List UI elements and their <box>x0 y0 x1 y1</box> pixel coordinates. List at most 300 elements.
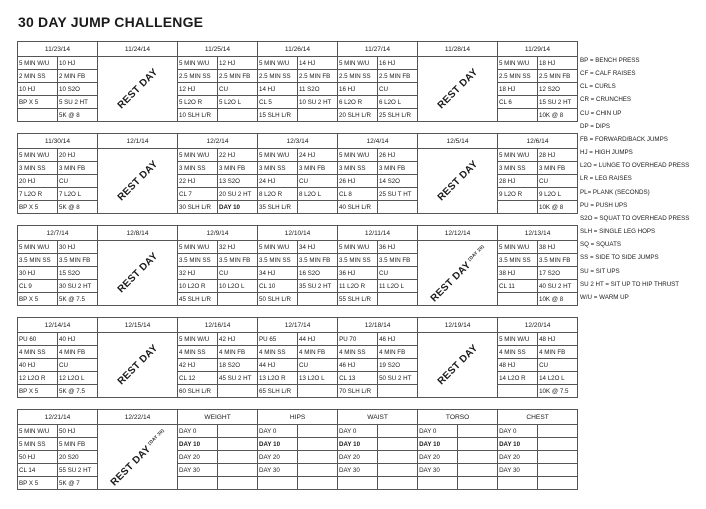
workout-cell[interactable]: 2.5 MIN FB <box>218 70 258 83</box>
workout-cell[interactable] <box>378 464 418 477</box>
workout-cell[interactable]: DAY 10 <box>418 438 458 451</box>
workout-cell[interactable]: 18 HJ <box>498 83 538 96</box>
workout-cell[interactable]: 12 S2O <box>538 83 578 96</box>
workout-cell[interactable]: 2.5 MIN SS <box>338 70 378 83</box>
workout-cell[interactable]: 40 SLH L/R <box>338 201 378 214</box>
workout-cell[interactable] <box>538 477 578 490</box>
workout-cell[interactable] <box>498 201 538 214</box>
workout-cell[interactable]: 5 L2O L <box>218 96 258 109</box>
workout-cell[interactable]: 3.5 MIN FB <box>298 254 338 267</box>
workout-cell[interactable] <box>498 477 538 490</box>
workout-cell[interactable]: CL 5 <box>258 96 298 109</box>
workout-cell[interactable] <box>218 385 258 398</box>
workout-cell[interactable] <box>458 477 498 490</box>
day-header: 12/7/14 <box>18 226 98 241</box>
workout-cell[interactable]: CL 13 <box>338 372 378 385</box>
workout-cell[interactable]: 3 MIN FB <box>218 162 258 175</box>
workout-cell[interactable]: CL 14 <box>18 464 58 477</box>
workout-cell[interactable]: 38 HJ <box>538 241 578 254</box>
workout-cell[interactable]: 34 HJ <box>258 267 298 280</box>
workout-cell[interactable]: 3.5 MIN FB <box>218 254 258 267</box>
workout-cell[interactable] <box>218 438 258 451</box>
workout-cell[interactable]: 9 L2O L <box>538 188 578 201</box>
workout-cell[interactable]: 5K @ 8 <box>58 201 98 214</box>
workout-cell[interactable]: 5 MIN W/U <box>258 149 298 162</box>
workout-cell[interactable]: 20 SU 2 HT <box>218 188 258 201</box>
workout-cell[interactable]: 7 L2O R <box>18 188 58 201</box>
day-header: 12/8/14 <box>98 226 178 241</box>
workout-cell[interactable] <box>298 464 338 477</box>
workout-cell[interactable]: CL 6 <box>498 96 538 109</box>
workout-cell[interactable]: 22 HJ <box>178 175 218 188</box>
workout-cell[interactable]: 3.5 MIN SS <box>258 254 298 267</box>
workout-cell[interactable]: 48 HJ <box>538 333 578 346</box>
workout-cell[interactable]: DAY 0 <box>498 425 538 438</box>
workout-cell[interactable]: 4 MIN FB <box>218 346 258 359</box>
workout-cell[interactable]: 38 HJ <box>498 267 538 280</box>
workout-cell[interactable]: 6 L2O R <box>338 96 378 109</box>
workout-cell[interactable]: 5K @ 7.5 <box>58 293 98 306</box>
rest-day-text: REST DAY <box>115 342 160 388</box>
legend-item: PU = PUSH UPS <box>580 201 628 209</box>
workout-cell[interactable]: BP X 5 <box>18 201 58 214</box>
workout-cell[interactable]: 12 HJ <box>178 83 218 96</box>
workout-cell[interactable]: 3 MIN FB <box>58 162 98 175</box>
workout-cell[interactable]: 2.5 MIN FB <box>538 70 578 83</box>
workout-cell[interactable]: 2 MIN FB <box>58 70 98 83</box>
workout-cell[interactable]: 25 SLH L/R <box>378 109 418 122</box>
workout-cell[interactable]: CL 10 <box>258 280 298 293</box>
workout-cell[interactable] <box>378 425 418 438</box>
workout-cell[interactable]: 5 MIN W/U <box>338 57 378 70</box>
workout-cell[interactable]: CU <box>58 175 98 188</box>
workout-cell[interactable]: 30 HJ <box>58 241 98 254</box>
workout-cell[interactable]: 25 SU T HT <box>378 188 418 201</box>
workout-cell[interactable]: 34 HJ <box>298 241 338 254</box>
workout-cell[interactable] <box>18 109 58 122</box>
workout-cell[interactable] <box>498 109 538 122</box>
workout-cell[interactable]: 22 HJ <box>218 149 258 162</box>
workout-cell[interactable]: CU <box>538 175 578 188</box>
workout-cell[interactable]: 4 MIN SS <box>498 346 538 359</box>
workout-cell[interactable]: 4 MIN SS <box>338 346 378 359</box>
workout-cell[interactable]: 11 L2O L <box>378 280 418 293</box>
workout-cell[interactable]: 4 MIN SS <box>18 346 58 359</box>
workout-cell[interactable]: 14 HJ <box>298 57 338 70</box>
workout-cell[interactable]: 3 MIN FB <box>298 162 338 175</box>
day-header: 12/3/14 <box>258 134 338 149</box>
workout-cell[interactable]: 3.5 MIN SS <box>338 254 378 267</box>
workout-cell[interactable]: 3 MIN SS <box>258 162 298 175</box>
workout-cell[interactable]: 15 SLH L/R <box>258 109 298 122</box>
workout-cell[interactable]: 20 SLH L/R <box>338 109 378 122</box>
legend-item: PL= PLANK (SECONDS) <box>580 188 650 196</box>
workout-cell[interactable] <box>378 477 418 490</box>
workout-cell[interactable]: 24 HJ <box>298 149 338 162</box>
workout-cell[interactable]: 12 L2O L <box>58 372 98 385</box>
workout-cell[interactable]: 48 HJ <box>498 359 538 372</box>
workout-cell[interactable]: 16 HJ <box>378 57 418 70</box>
workout-cell[interactable]: 14 HJ <box>258 83 298 96</box>
workout-cell[interactable]: 20 HJ <box>18 175 58 188</box>
workout-cell[interactable] <box>378 293 418 306</box>
workout-cell[interactable]: 50 HJ <box>58 425 98 438</box>
workout-cell[interactable]: 5 MIN W/U <box>498 333 538 346</box>
workout-cell[interactable]: 10K @ 7.5 <box>538 385 578 398</box>
workout-cell[interactable] <box>378 201 418 214</box>
workout-cell[interactable]: DAY 0 <box>418 425 458 438</box>
workout-cell[interactable]: 15 SU 2 HT <box>538 96 578 109</box>
workout-cell[interactable]: 28 HJ <box>498 175 538 188</box>
workout-cell[interactable]: 13 L2O L <box>298 372 338 385</box>
workout-cell[interactable]: CL 7 <box>178 188 218 201</box>
workout-cell[interactable]: 60 SLH L/R <box>178 385 218 398</box>
workout-cell[interactable]: CL 11 <box>498 280 538 293</box>
workout-cell[interactable]: 55 SU 2 HT <box>58 464 98 477</box>
workout-cell[interactable]: 3.5 MIN FB <box>538 254 578 267</box>
rest-day-label <box>115 67 160 112</box>
day-header: 12/6/14 <box>498 134 578 149</box>
workout-cell[interactable] <box>458 464 498 477</box>
workout-cell[interactable]: 5K @ 8 <box>58 109 98 122</box>
workout-cell[interactable]: 8 L2O R <box>258 188 298 201</box>
rest-day-subtext: (DAY 20) <box>466 243 485 262</box>
workout-cell[interactable]: DAY 20 <box>338 451 378 464</box>
workout-cell[interactable]: 5 L2O R <box>178 96 218 109</box>
workout-cell[interactable] <box>298 451 338 464</box>
workout-cell[interactable]: 10 S2O <box>58 83 98 96</box>
workout-cell[interactable]: 17 S2O <box>538 267 578 280</box>
workout-cell[interactable]: 15 S2O <box>58 267 98 280</box>
workout-cell[interactable] <box>298 293 338 306</box>
day-header: 12/16/14 <box>178 318 258 333</box>
workout-cell[interactable]: 5 MIN SS <box>18 438 58 451</box>
workout-cell[interactable]: DAY 0 <box>258 425 298 438</box>
workout-cell[interactable]: 6 L2O L <box>378 96 418 109</box>
workout-cell[interactable]: 20 S20 <box>58 451 98 464</box>
workout-cell[interactable]: 5 MIN W/U <box>18 241 58 254</box>
workout-cell[interactable]: DAY 30 <box>258 464 298 477</box>
workout-cell[interactable]: 3.5 MIN SS <box>18 254 58 267</box>
workout-cell[interactable]: 5 MIN W/U <box>178 57 218 70</box>
rest-day-label <box>115 159 160 204</box>
workout-cell[interactable]: 45 SU 2 HT <box>218 372 258 385</box>
workout-cell[interactable] <box>538 464 578 477</box>
workout-cell[interactable]: 4 MIN SS <box>178 346 218 359</box>
workout-cell[interactable]: 30 SU 2 HT <box>58 280 98 293</box>
workout-cell[interactable]: CU <box>298 175 338 188</box>
workout-cell[interactable] <box>338 477 378 490</box>
workout-cell[interactable]: 40 HJ <box>58 333 98 346</box>
workout-cell[interactable]: 5 MIN W/U <box>178 241 218 254</box>
workout-cell[interactable] <box>538 425 578 438</box>
workout-cell[interactable] <box>258 477 298 490</box>
workout-cell[interactable]: 10 L2O L <box>218 280 258 293</box>
workout-cell[interactable]: BP X 5 <box>18 96 58 109</box>
workout-cell[interactable]: DAY 30 <box>338 464 378 477</box>
workout-cell[interactable] <box>218 293 258 306</box>
workout-cell[interactable]: DAY 30 <box>498 464 538 477</box>
workout-cell[interactable]: 14 S2O <box>378 175 418 188</box>
workout-cell[interactable]: 4 MIN FB <box>378 346 418 359</box>
workout-cell[interactable] <box>378 451 418 464</box>
workout-cell[interactable] <box>458 438 498 451</box>
workout-cell[interactable]: 5 MIN W/U <box>498 241 538 254</box>
workout-cell[interactable]: 10K @ 8 <box>538 201 578 214</box>
workout-cell[interactable]: CL 9 <box>18 280 58 293</box>
legend-item: CL = CURLS <box>580 83 616 91</box>
workout-cell[interactable]: 2.5 MIN FB <box>378 70 418 83</box>
workout-cell[interactable]: DAY 10 <box>258 438 298 451</box>
workout-cell[interactable] <box>218 451 258 464</box>
workout-cell[interactable]: 12 HJ <box>218 57 258 70</box>
workout-cell[interactable]: 2.5 MIN SS <box>258 70 298 83</box>
workout-cell[interactable] <box>218 425 258 438</box>
workout-cell[interactable]: 20 HJ <box>58 149 98 162</box>
workout-cell[interactable]: 3 MIN SS <box>498 162 538 175</box>
workout-cell[interactable]: 8 L2O L <box>298 188 338 201</box>
workout-cell[interactable]: PU 70 <box>338 333 378 346</box>
workout-cell[interactable]: 2 MIN SS <box>18 70 58 83</box>
workout-cell[interactable]: 10 HJ <box>58 57 98 70</box>
day-header: 12/19/14 <box>418 318 498 333</box>
legend-item: SU = SIT UPS <box>580 267 620 275</box>
workout-cell[interactable]: CU <box>538 359 578 372</box>
workout-cell[interactable]: 44 HJ <box>258 359 298 372</box>
workout-cell[interactable]: 13 L2O R <box>258 372 298 385</box>
rest-day-cell <box>98 241 178 306</box>
day-header: TORSO <box>418 410 498 425</box>
workout-cell[interactable]: 4 MIN SS <box>258 346 298 359</box>
workout-cell[interactable]: DAY 20 <box>178 451 218 464</box>
workout-cell[interactable] <box>178 477 218 490</box>
workout-cell[interactable]: 3 MIN SS <box>338 162 378 175</box>
workout-cell[interactable]: 5K @ 7.5 <box>58 385 98 398</box>
workout-cell[interactable]: DAY 20 <box>258 451 298 464</box>
workout-cell[interactable]: 5 MIN W/U <box>498 149 538 162</box>
workout-cell[interactable]: DAY 20 <box>418 451 458 464</box>
workout-cell[interactable]: 30 SLH L/R <box>178 201 218 214</box>
workout-cell[interactable]: 5 MIN W/U <box>338 149 378 162</box>
workout-cell[interactable] <box>378 385 418 398</box>
workout-cell[interactable]: 9 L2O R <box>498 188 538 201</box>
day-header: 11/28/14 <box>418 42 498 57</box>
workout-cell[interactable]: 3.5 MIN SS <box>178 254 218 267</box>
workout-cell[interactable]: 3.5 MIN FB <box>58 254 98 267</box>
workout-cell[interactable]: 2.5 MIN SS <box>178 70 218 83</box>
workout-cell[interactable]: 50 SU 2 HT <box>378 372 418 385</box>
workout-cell[interactable]: 5 MIN W/U <box>178 149 218 162</box>
workout-cell[interactable]: CU <box>378 267 418 280</box>
day-header: 12/18/14 <box>338 318 418 333</box>
workout-cell[interactable]: 5 MIN W/U <box>18 57 58 70</box>
workout-cell[interactable]: PU 60 <box>18 333 58 346</box>
workout-cell[interactable] <box>218 464 258 477</box>
workout-cell[interactable]: DAY 20 <box>498 451 538 464</box>
workout-cell[interactable]: DAY 10 <box>218 201 258 214</box>
workout-cell[interactable]: 42 HJ <box>218 333 258 346</box>
workout-cell[interactable]: 55 SLH L/R <box>338 293 378 306</box>
workout-cell[interactable]: 3 MIN SS <box>178 162 218 175</box>
day-header: 12/11/14 <box>338 226 418 241</box>
legend-item: BP = BENCH PRESS <box>580 57 640 64</box>
workout-cell[interactable]: 2.5 MIN FB <box>298 70 338 83</box>
workout-cell[interactable]: 3.5 MIN FB <box>378 254 418 267</box>
workout-cell[interactable]: 2.5 MIN SS <box>498 70 538 83</box>
workout-cell[interactable]: 16 HJ <box>338 83 378 96</box>
workout-cell[interactable]: 5 MIN W/U <box>18 149 58 162</box>
workout-cell[interactable]: 5 MIN W/U <box>258 57 298 70</box>
workout-cell[interactable]: CU <box>298 359 338 372</box>
workout-cell[interactable]: DAY 30 <box>418 464 458 477</box>
workout-cell[interactable]: 7 L2O L <box>58 188 98 201</box>
workout-cell[interactable]: 36 HJ <box>338 267 378 280</box>
workout-cell[interactable]: BP X 5 <box>18 477 58 490</box>
workout-cell[interactable]: 3.5 MIN SS <box>498 254 538 267</box>
workout-cell[interactable] <box>298 425 338 438</box>
day-header: 12/1/14 <box>98 134 178 149</box>
workout-cell[interactable]: 5 MIN W/U <box>498 57 538 70</box>
workout-cell[interactable] <box>498 385 538 398</box>
workout-cell[interactable]: DAY 10 <box>498 438 538 451</box>
workout-cell[interactable]: 35 SLH L/R <box>258 201 298 214</box>
workout-cell[interactable]: 42 HJ <box>178 359 218 372</box>
workout-cell[interactable]: 5 MIN W/U <box>338 241 378 254</box>
day-header: 12/9/14 <box>178 226 258 241</box>
workout-cell[interactable]: 65 SLH L/R <box>258 385 298 398</box>
workout-cell[interactable]: CU <box>218 83 258 96</box>
workout-cell[interactable]: 26 HJ <box>338 175 378 188</box>
rest-day-subtext: (DAY 30) <box>146 427 165 446</box>
workout-cell[interactable]: DAY 0 <box>338 425 378 438</box>
workout-cell[interactable]: 10 HJ <box>18 83 58 96</box>
workout-cell[interactable]: DAY 10 <box>338 438 378 451</box>
workout-cell[interactable]: DAY 30 <box>178 464 218 477</box>
workout-cell[interactable]: 40 SU 2 HT <box>538 280 578 293</box>
workout-cell[interactable] <box>538 438 578 451</box>
week-table <box>17 133 578 214</box>
workout-cell[interactable]: 5 MIN W/U <box>18 425 58 438</box>
workout-cell[interactable]: 5 MIN W/U <box>178 333 218 346</box>
workout-cell[interactable]: CL 8 <box>338 188 378 201</box>
workout-cell[interactable]: 40 HJ <box>18 359 58 372</box>
workout-cell[interactable]: 5 MIN W/U <box>258 241 298 254</box>
workout-cell[interactable]: 13 S2O <box>218 175 258 188</box>
day-header: 11/27/14 <box>338 42 418 57</box>
workout-cell[interactable]: 50 HJ <box>18 451 58 464</box>
workout-cell[interactable]: 10 SLH L/R <box>178 109 218 122</box>
workout-cell[interactable]: 18 S2O <box>218 359 258 372</box>
workout-cell[interactable]: 3 MIN FB <box>538 162 578 175</box>
rest-day-cell <box>418 149 498 214</box>
workout-cell[interactable]: 10K @ 8 <box>538 293 578 306</box>
day-header: HIPS <box>258 410 338 425</box>
workout-cell[interactable] <box>298 109 338 122</box>
workout-cell[interactable] <box>458 425 498 438</box>
workout-cell[interactable] <box>298 385 338 398</box>
legend-item: L2O = LUNGE TO OVERHEAD PRESS <box>580 162 690 170</box>
workout-cell[interactable]: 10 L2O R <box>178 280 218 293</box>
workout-cell[interactable]: PU 65 <box>258 333 298 346</box>
workout-cell[interactable]: 14 L2O R <box>498 372 538 385</box>
workout-cell[interactable]: 16 S2O <box>298 267 338 280</box>
workout-cell[interactable]: 46 HJ <box>378 333 418 346</box>
workout-cell[interactable]: 18 HJ <box>538 57 578 70</box>
workout-cell[interactable]: 5 SU 2 HT <box>58 96 98 109</box>
workout-cell[interactable]: 50 SLH L/R <box>258 293 298 306</box>
workout-cell[interactable] <box>458 451 498 464</box>
workout-cell[interactable]: 70 SLH L/R <box>338 385 378 398</box>
workout-cell[interactable]: 4 MIN FB <box>298 346 338 359</box>
rest-day-text: REST DAY <box>115 66 160 112</box>
day-header: 12/17/14 <box>258 318 338 333</box>
workout-cell[interactable] <box>218 109 258 122</box>
workout-cell[interactable]: 36 HJ <box>378 241 418 254</box>
workout-cell[interactable]: 5 MIN FB <box>58 438 98 451</box>
rest-day-text: REST DAY <box>435 158 480 204</box>
workout-cell[interactable]: CL 12 <box>178 372 218 385</box>
workout-cell[interactable]: CU <box>218 267 258 280</box>
week-block <box>17 133 577 213</box>
workout-cell[interactable]: 4 MIN FB <box>538 346 578 359</box>
workout-cell[interactable]: 45 SLH L/R <box>178 293 218 306</box>
workout-cell[interactable]: 3 MIN SS <box>18 162 58 175</box>
workout-cell[interactable]: 12 L2O R <box>18 372 58 385</box>
workout-cell[interactable] <box>498 293 538 306</box>
table-row <box>18 57 578 70</box>
workout-cell[interactable]: DAY 10 <box>178 438 218 451</box>
rest-day-label <box>426 242 489 305</box>
workout-cell[interactable]: 30 HJ <box>18 267 58 280</box>
workout-cell[interactable]: 35 SU 2 HT <box>298 280 338 293</box>
workout-cell[interactable]: 32 HJ <box>218 241 258 254</box>
workout-cell[interactable]: 10 SU 2 HT <box>298 96 338 109</box>
workout-cell[interactable] <box>298 201 338 214</box>
workout-cell[interactable]: 28 HJ <box>538 149 578 162</box>
workout-cell[interactable]: 19 S2O <box>378 359 418 372</box>
workout-cell[interactable]: 11 L2O R <box>338 280 378 293</box>
workout-cell[interactable]: 3 MIN FB <box>378 162 418 175</box>
workout-cell[interactable] <box>298 477 338 490</box>
workout-cell[interactable]: 14 L2O L <box>538 372 578 385</box>
workout-cell[interactable]: 46 HJ <box>338 359 378 372</box>
workout-cell[interactable]: 24 HJ <box>258 175 298 188</box>
workout-cell[interactable]: CU <box>378 83 418 96</box>
week-block <box>17 41 577 121</box>
workout-cell[interactable]: DAY 0 <box>178 425 218 438</box>
workout-cell[interactable] <box>418 477 458 490</box>
workout-cell[interactable] <box>378 438 418 451</box>
workout-cell[interactable]: 5K @ 7 <box>58 477 98 490</box>
rest-day-text: REST DAY <box>115 158 160 204</box>
workout-cell[interactable] <box>218 477 258 490</box>
week-table <box>17 409 578 490</box>
workout-cell[interactable] <box>298 438 338 451</box>
day-header: WEIGHT <box>178 410 258 425</box>
workout-cell[interactable]: 32 HJ <box>178 267 218 280</box>
workout-cell[interactable]: 11 S2O <box>298 83 338 96</box>
workout-cell[interactable]: CU <box>58 359 98 372</box>
workout-cell[interactable]: 4 MIN FB <box>58 346 98 359</box>
week-table <box>17 225 578 306</box>
workout-cell[interactable]: 26 HJ <box>378 149 418 162</box>
rest-day-text: REST DAY <box>115 250 160 296</box>
workout-cell[interactable]: 10K @ 8 <box>538 109 578 122</box>
workout-cell[interactable] <box>538 451 578 464</box>
workout-cell[interactable]: BP X 5 <box>18 293 58 306</box>
workout-cell[interactable]: BP X 5 <box>18 385 58 398</box>
workout-cell[interactable]: 44 HJ <box>298 333 338 346</box>
